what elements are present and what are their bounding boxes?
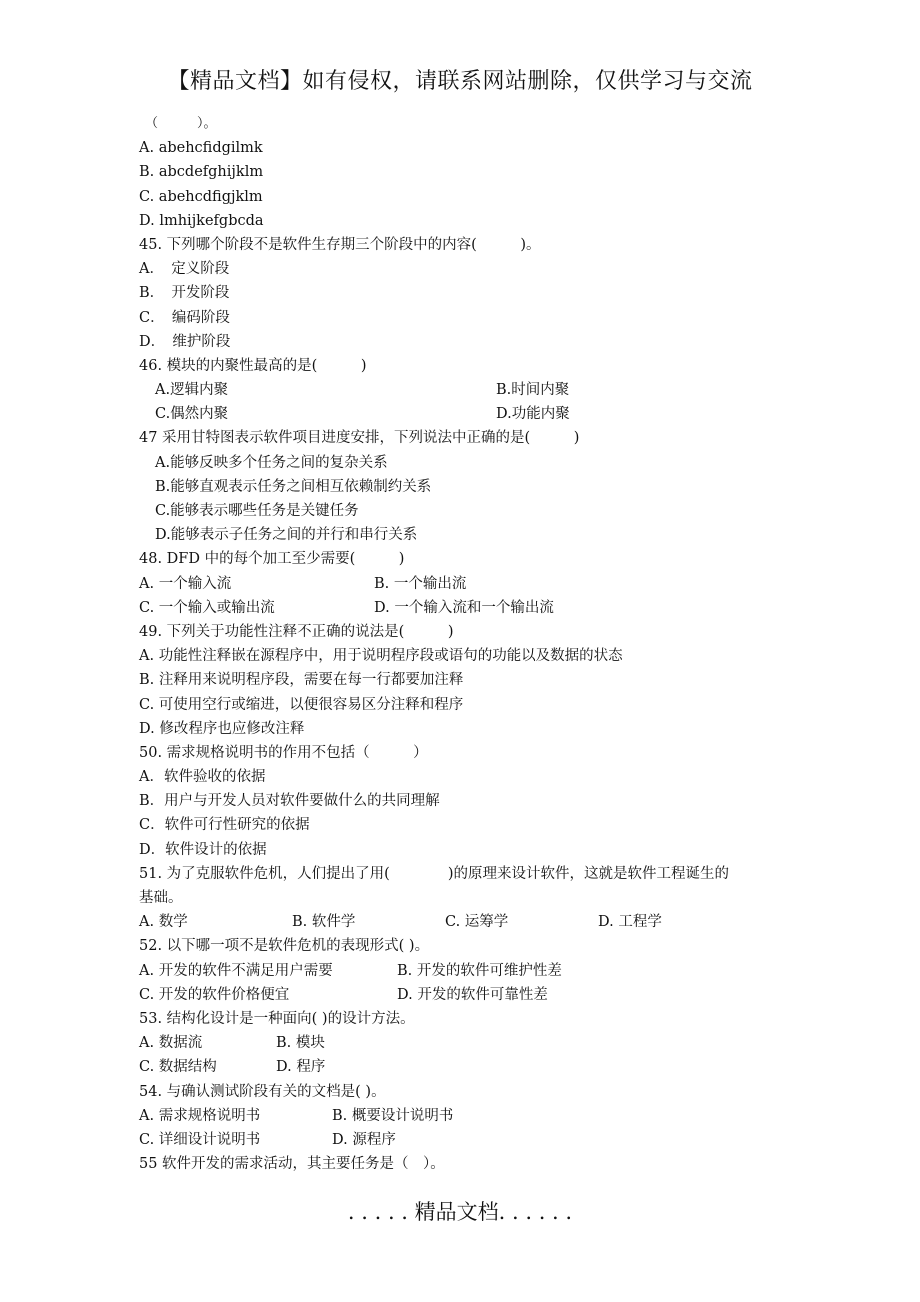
option-row xyxy=(139,402,799,426)
option-b: B. 注释用来说明程序段，需要在每一行都要加注释 xyxy=(139,672,464,689)
option-row xyxy=(139,378,799,402)
option-b: B. 概要设计说明书 xyxy=(332,1107,454,1124)
option-c: C．软件可行性研究的依据 xyxy=(139,817,310,834)
option-row xyxy=(139,596,799,620)
option-a: A. 一个输入流 xyxy=(139,575,232,592)
option-a: A． 定义阶段 xyxy=(139,261,230,278)
option-b: B.时间内聚 xyxy=(496,382,570,399)
option-d: D. 开发的软件可靠性差 xyxy=(397,986,548,1003)
question-50: 50. 需求规格说明书的作用不包括（ ） xyxy=(139,744,428,761)
option-a: A.能够反映多个任务之间的复杂关系 xyxy=(155,454,388,471)
option-row xyxy=(139,1128,799,1152)
option-d: D.能够表示子任务之间的并行和串行关系 xyxy=(155,527,418,544)
question-55: 55 软件开发的需求活动，其主要任务是（ ）。 xyxy=(139,1156,445,1173)
question-54: 54. 与确认测试阶段有关的文档是( )。 xyxy=(139,1083,386,1100)
option-a: A. 开发的软件不满足用户需要 xyxy=(139,962,333,979)
question-51: 51. 为了克服软件危机，人们提出了用( )的原理来设计软件，这就是软件工程诞生的 xyxy=(139,865,729,882)
option-d: D. 源程序 xyxy=(332,1131,396,1148)
option-d: D.功能内聚 xyxy=(496,406,570,423)
option-c: C.偶然内聚 xyxy=(155,406,229,423)
document-body xyxy=(139,112,799,1176)
option-b: B. 软件学 xyxy=(292,914,356,931)
option-d: D． 维护阶段 xyxy=(139,333,231,350)
option-c: C． 编码阶段 xyxy=(139,309,230,326)
option-row xyxy=(139,959,799,983)
option-a: A.逻辑内聚 xyxy=(155,382,229,399)
option-d: D．软件设计的依据 xyxy=(139,841,267,858)
question-47: 47 采用甘特图表示软件项目进度安排，下列说法中正确的是( ) xyxy=(139,430,580,447)
option-b: B. 一个输出流 xyxy=(374,575,467,592)
option-a: A. 需求规格说明书 xyxy=(139,1107,261,1124)
option-b: B. 开发的软件可维护性差 xyxy=(397,962,562,979)
option-c: C. 运筹学 xyxy=(445,914,509,931)
page-header: 【精品文档】如有侵权，请联系网站删除，仅供学习与交流 xyxy=(167,69,753,94)
option-c: C. abehcdfigjklm xyxy=(139,188,263,205)
question-51-continued: 基础。 xyxy=(139,890,183,906)
question-46: 46. 模块的内聚性最高的是( ) xyxy=(139,357,367,374)
option-c: C. 一个输入或输出流 xyxy=(139,599,275,616)
option-b: B.能够直观表示任务之间相互依赖制约关系 xyxy=(155,478,432,495)
question-52: 52. 以下哪一项不是软件危机的表现形式( )。 xyxy=(139,938,430,955)
option-d: D. 工程学 xyxy=(598,914,662,931)
option-b: B．用户与开发人员对软件要做什么的共同理解 xyxy=(139,793,440,810)
option-row xyxy=(139,910,799,934)
option-c: C. 数据结构 xyxy=(139,1059,217,1076)
option-row xyxy=(139,1031,799,1055)
option-b: B. 模块 xyxy=(276,1035,325,1052)
answer-blank: （ ）。 xyxy=(145,116,217,131)
option-a: A．软件验收的依据 xyxy=(139,769,266,786)
option-row xyxy=(139,983,799,1007)
page-footer: . . . . . 精品文档. . . . . . xyxy=(347,1200,573,1224)
option-c: C. 详细设计说明书 xyxy=(139,1131,261,1148)
option-row xyxy=(139,572,799,596)
option-a: A. abehcfidgilmk xyxy=(139,140,263,157)
option-d: D. 程序 xyxy=(276,1059,326,1076)
question-48: 48. DFD 中的每个加工至少需要( ) xyxy=(139,551,405,568)
question-49: 49. 下列关于功能性注释不正确的说法是( ) xyxy=(139,623,454,640)
option-b: B． 开发阶段 xyxy=(139,285,230,302)
question-45: 45. 下列哪个阶段不是软件生存期三个阶段中的内容( )。 xyxy=(139,236,541,253)
question-53: 53. 结构化设计是一种面向( )的设计方法。 xyxy=(139,1010,415,1027)
option-a: A. 功能性注释嵌在源程序中，用于说明程序段或语句的功能以及数据的状态 xyxy=(139,648,623,665)
option-b: B. abcdefghijklm xyxy=(139,164,264,181)
option-row xyxy=(139,1055,799,1079)
option-d: D. 修改程序也应修改注释 xyxy=(139,720,305,737)
option-a: A. 数据流 xyxy=(139,1035,203,1052)
option-c: C. 可使用空行或缩进，以便很容易区分注释和程序 xyxy=(139,696,464,713)
option-a: A. 数学 xyxy=(139,914,188,931)
option-c: C.能够表示哪些任务是关键任务 xyxy=(155,503,359,519)
option-c: C. 开发的软件价格便宜 xyxy=(139,986,290,1003)
option-row xyxy=(139,1104,799,1128)
option-d: D. 一个输入流和一个输出流 xyxy=(374,599,554,616)
option-d: D. lmhijkefgbcda xyxy=(139,212,264,229)
